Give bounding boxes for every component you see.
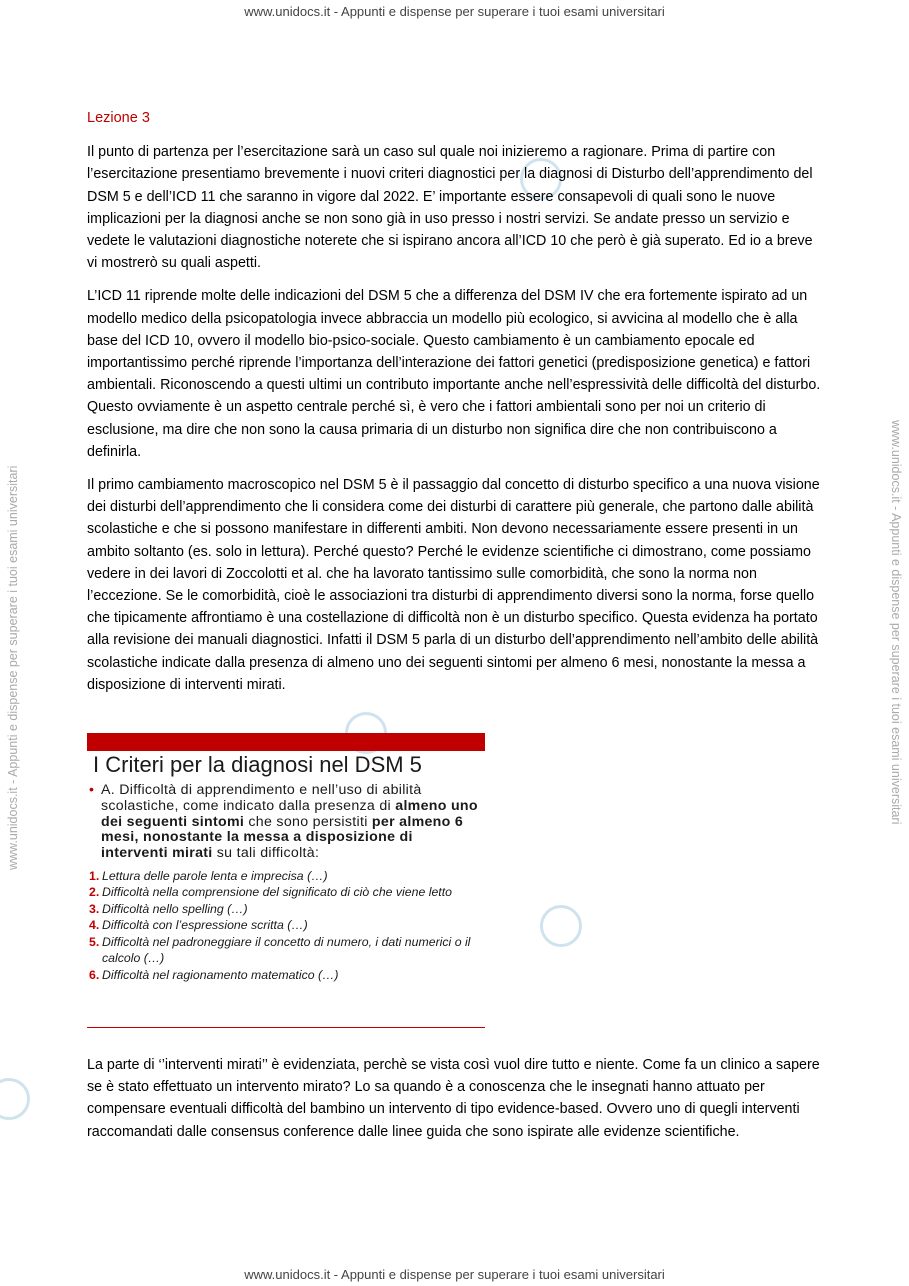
criterion-a-part: che sono persistiti xyxy=(244,813,372,830)
slide-bottom-rule xyxy=(87,1027,485,1028)
bullet-icon: • xyxy=(89,782,94,798)
criteria-item xyxy=(89,868,481,885)
criterion-a-part-bold: per almeno 6 mesi, nonostante la messa a disposizione di interventi mirati xyxy=(101,813,464,862)
right-side-watermark: www.unidocs.it - Appunti e dispense per superare i tuoi esami universitari xyxy=(889,420,903,825)
criteria-text: Difficoltà nel ragionamento matematico (…) xyxy=(102,967,339,982)
criterion-a-part-bold: almeno uno dei seguenti sintomi xyxy=(101,797,478,830)
left-side-watermark: www.unidocs.it - Appunti e dispense per superare i tuoi esami universitari xyxy=(6,465,20,870)
closing-section xyxy=(87,1054,822,1154)
criteria-text: Difficoltà nella comprensione del significato di ciò che viene letto xyxy=(102,885,452,900)
paragraph: Il punto di partenza per l’esercitazione sarà un caso sul quale noi inizieremo a ragionare. Prima di partire con l’esercitazione presentiamo brevemente i nuovi criteri diagnostici per la diagnosi di Disturbo dell’apprendimento del DSM 5 e dell’ICD 11 che saranno in vigore dal 2022. E’ importante essere consapevoli di quali sono le nuove implicazioni per la diagnosi anche se non sono già in uso presso i nostri servizi. Se andate presso un servizio e vedete le valutazioni diagnostiche noterete che si ispirano ancora all’ICD 10 che però è già superato. Ed io a breve vi mostrerò su quali aspetti. xyxy=(87,144,813,272)
criteria-number: 4. xyxy=(89,918,100,933)
criteria-number: 6. xyxy=(89,967,100,982)
criteria-item xyxy=(89,884,481,901)
criteria-text: Difficoltà nel padroneggiare il concetto di numero, i dati numerici o il calcolo (…) xyxy=(102,934,471,966)
criterion-a xyxy=(89,783,481,862)
criteria-item xyxy=(89,934,481,967)
closing-paragraph: La parte di ‘’interventi mirati’’ è evidenziata, perchè se vista così vuol dire tutto e niente. Come fa un clinico a sapere se è stato effettuato un intervento mirato? Lo sa quando è a conoscenza che le insegnati hanno attuato per compensare eventuali difficoltà del bambino un intervento di tipo evidence-based. Ovvero uno di quegli interventi raccomandati dalle consensus conference dalle linee guida che sono ispirate alle evidenze scientifiche. xyxy=(87,1057,820,1140)
criteria-number: 3. xyxy=(89,901,100,916)
paragraph: L’ICD 11 riprende molte delle indicazioni del DSM 5 che a differenza del DSM IV che era fortemente ispirato ad un modello medico della psicopatologia invece abbraccia un modello più ecologico, si avvicina al modello che è alla base del ICD 10, ovvero il modello bio-psico-sociale. Questo cambiamento è un cambiamento epocale ed importantissimo perché riprende l’importanza dell’interazione dei fattori genetici (predisposizione genetica) e fattori ambientali. Riconoscendo a questi ultimi un contributo importante anche nell’espressività delle difficoltà del disturbo. Questo ovviamente è un aspetto centrale perché sì, è vero che i fattori ambientali sono per noi un criterio di esclusione, ma dire che non sono la causa primaria di un disturbo non significa dire che non contribuiscono a definirla. xyxy=(87,288,821,460)
criteria-item xyxy=(89,967,481,984)
lesson-title: Lezione 3 xyxy=(87,110,150,126)
criteria-text: Lettura delle parole lenta e imprecisa (…) xyxy=(102,868,328,883)
footer-watermark: www.unidocs.it - Appunti e dispense per superare i tuoi esami universitari xyxy=(244,1267,665,1282)
criterion-a-part: A. Difficoltà di apprendimento e nell’uso di abilità scolastiche, come indicato dalla presenza di xyxy=(101,782,422,814)
slide-title: I Criteri per la diagnosi nel DSM 5 xyxy=(93,752,422,777)
watermark-logo-icon xyxy=(540,905,582,947)
criteria-text: Difficoltà nello spelling (…) xyxy=(102,901,248,916)
header-watermark: www.unidocs.it - Appunti e dispense per superare i tuoi esami universitari xyxy=(244,4,665,19)
slide-header-bar xyxy=(87,733,485,751)
criterion-a-text xyxy=(101,783,481,862)
criteria-list xyxy=(89,868,481,984)
criterion-a-part: su tali difficoltà: xyxy=(212,845,320,862)
paragraph: Il primo cambiamento macroscopico nel DSM 5 è il passaggio dal concetto di disturbo specifico a una nuova visione dei disturbi dell’apprendimento che li considera come dei disturbi di carattere più generale, che partono dalle abilità scolastiche e che si possono manifestare in differenti ambiti. Non devono necessariamente essere presenti in un ambito soltanto (es. solo in lettura). Perché questo? Perché le evidenze scientifiche ci dimostrano, come possiamo vedere in dei lavori di Zoccolotti et al. che ha lavorato tantissimo sulle comorbidità, che sono la norma non l’eccezione. Se le comorbidità, cioè le associazioni tra disturbi di apprendimento diversi sono la norma, forse quello che tipicamente affrontiamo è una costellazione di difficoltà non è un disturbo specifico. Questa evidenza ha portato alla revisione dei manuali diagnostici. Infatti il DSM 5 parla di un disturbo dell’apprendimento nell’ambito delle abilità scolastiche indicate dalla presenza di almeno uno dei seguenti sintomi per almeno 6 mesi, nonostante la messa a disposizione di interventi mirati. xyxy=(87,477,820,693)
slide-body xyxy=(89,783,481,983)
criteria-item xyxy=(89,901,481,918)
criteria-item xyxy=(89,917,481,934)
criteria-number: 2. xyxy=(89,885,100,900)
criteria-number: 1. xyxy=(89,868,100,883)
document-body xyxy=(87,107,822,707)
dsm5-criteria-slide xyxy=(87,733,485,1029)
criteria-number: 5. xyxy=(89,934,100,949)
watermark-logo-icon xyxy=(0,1078,30,1120)
criteria-text: Difficoltà con l’espressione scritta (…) xyxy=(102,918,308,933)
